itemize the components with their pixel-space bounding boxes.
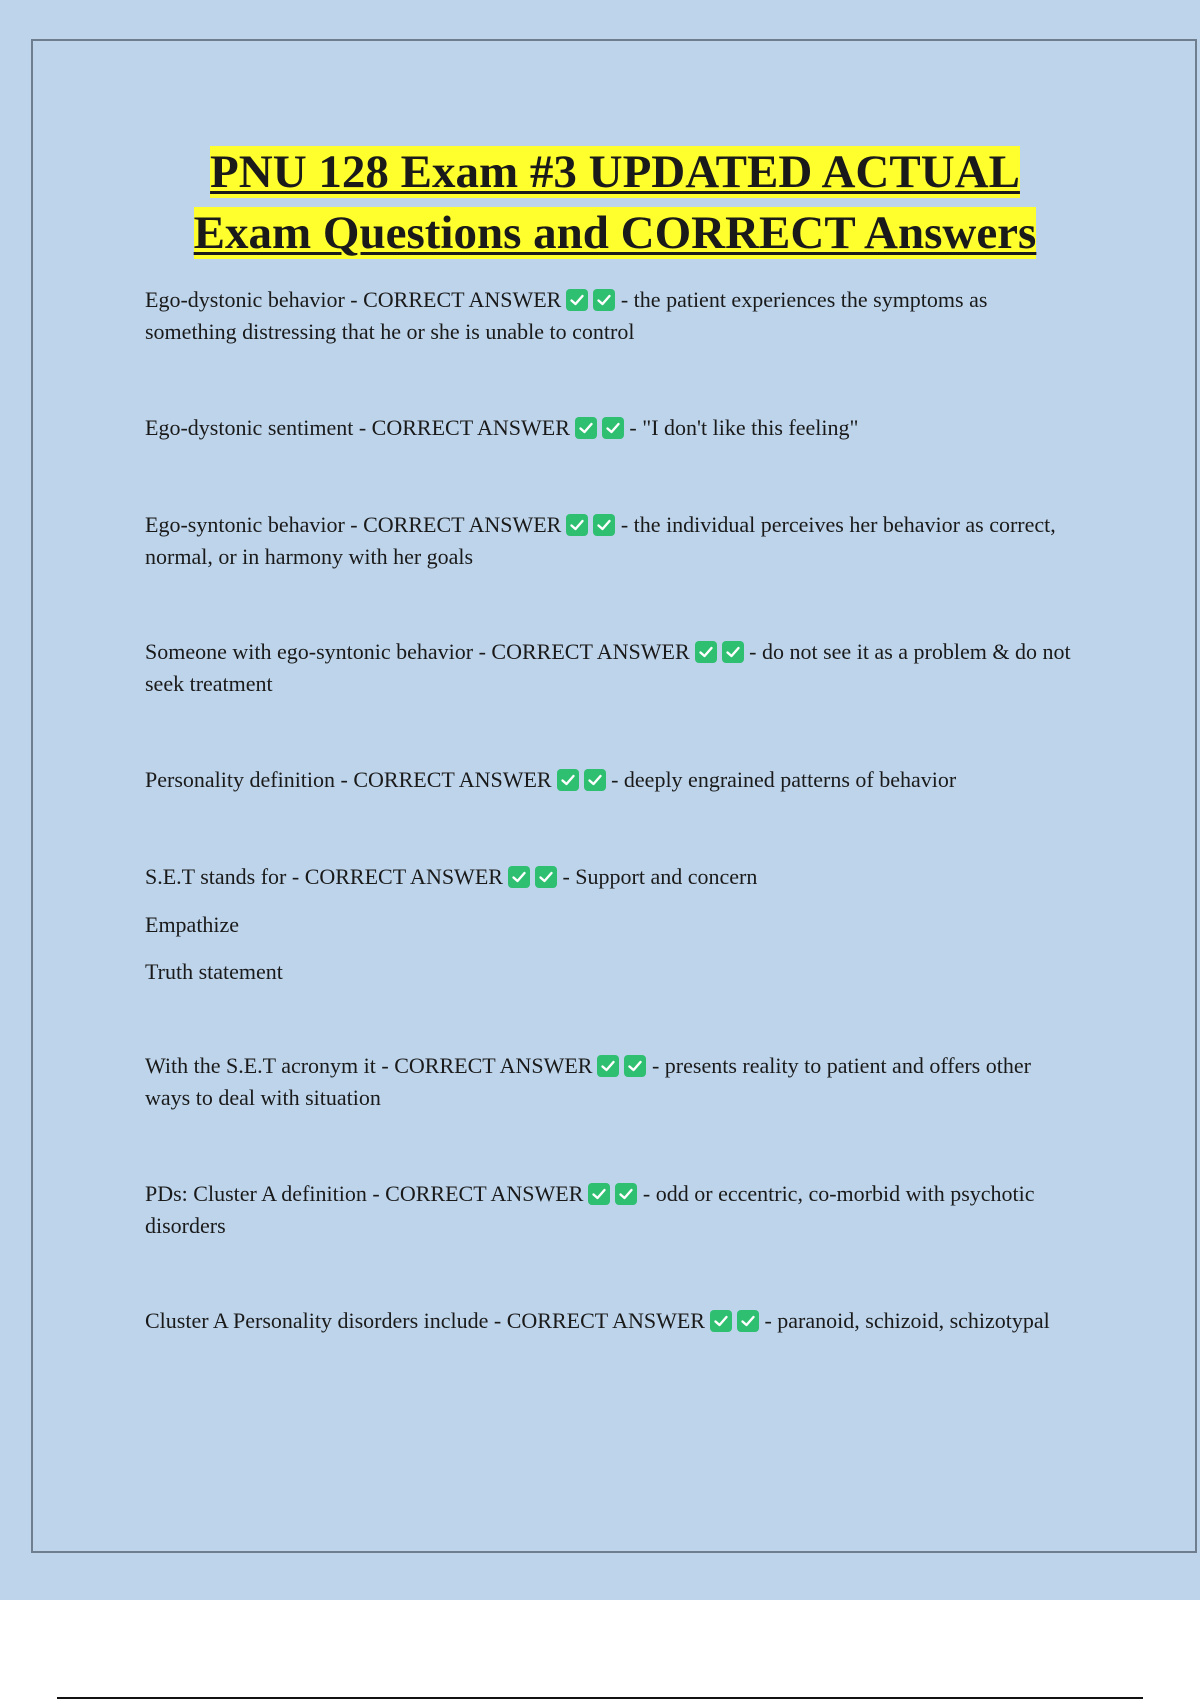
qa-item bbox=[145, 1050, 1080, 1114]
title-line-2: Exam Questions and CORRECT Answers bbox=[193, 207, 1037, 259]
question-term: Cluster A Personality disorders include bbox=[145, 1308, 489, 1333]
qa-item bbox=[145, 861, 1080, 893]
check-box-icon bbox=[695, 641, 717, 663]
answer-text: - presents reality to patient and offers other ways to deal with situation bbox=[145, 1053, 1031, 1110]
question-term: Personality definition bbox=[145, 767, 336, 792]
answer-text: - the patient experiences the symptoms as something distressing that he or she is unable to control bbox=[145, 287, 988, 344]
check-box-icon bbox=[575, 417, 597, 439]
check-box-icon bbox=[588, 1183, 610, 1205]
correct-answer-marker: - CORRECT ANSWER bbox=[473, 639, 690, 664]
check-box-icon bbox=[566, 289, 588, 311]
qa-item bbox=[145, 509, 1080, 573]
correct-answer-marker: - CORRECT ANSWER bbox=[344, 512, 562, 537]
check-box-icon bbox=[557, 769, 579, 791]
check-box-icon bbox=[722, 641, 744, 663]
answer-text: - "I don't like this feeling" bbox=[623, 415, 859, 440]
check-box-icon bbox=[710, 1310, 732, 1332]
qa-item bbox=[145, 1305, 1080, 1337]
check-box-icon bbox=[615, 1183, 637, 1205]
check-box-icon bbox=[624, 1055, 646, 1077]
check-box-icon bbox=[737, 1310, 759, 1332]
correct-answer-marker: - CORRECT ANSWER bbox=[366, 1181, 584, 1206]
qa-item bbox=[145, 284, 1080, 348]
question-term: Ego-dystonic sentiment bbox=[145, 415, 354, 440]
correct-answer-marker: - CORRECT ANSWER bbox=[375, 1053, 593, 1078]
answer-continuation: Truth statement bbox=[145, 959, 283, 984]
check-box-icon bbox=[602, 417, 624, 439]
answer-text: - paranoid, schizoid, schizotypal bbox=[758, 1308, 1050, 1333]
answer-text: - do not see it as a problem & do not seek treatment bbox=[145, 639, 1071, 696]
check-box-icon bbox=[584, 769, 606, 791]
answer-continuation: Empathize bbox=[145, 912, 240, 937]
qa-item bbox=[145, 412, 1080, 444]
answer-text: - Support and concern bbox=[556, 864, 758, 889]
check-box-icon bbox=[593, 514, 615, 536]
correct-answer-marker: - CORRECT ANSWER bbox=[286, 864, 503, 889]
answer-text: - deeply engrained patterns of behavior bbox=[605, 767, 957, 792]
qa-item bbox=[145, 636, 1080, 700]
answer-text: - the individual perceives her behavior as correct, normal, or in harmony with her goals bbox=[145, 512, 1056, 569]
question-term: With the S.E.T acronym it bbox=[145, 1053, 376, 1078]
check-box-icon bbox=[535, 866, 557, 888]
document-title bbox=[0, 142, 1200, 264]
correct-answer-marker: - CORRECT ANSWER bbox=[335, 767, 552, 792]
question-term: Ego-dystonic behavior bbox=[145, 287, 345, 312]
check-box-icon bbox=[597, 1055, 619, 1077]
correct-answer-marker: - CORRECT ANSWER bbox=[488, 1308, 705, 1333]
title-line-1: PNU 128 Exam #3 UPDATED ACTUAL bbox=[210, 146, 1020, 198]
question-term: PDs: Cluster A definition bbox=[145, 1181, 367, 1206]
question-term: Ego-syntonic behavior bbox=[145, 512, 345, 537]
footer-divider bbox=[57, 1697, 1143, 1699]
check-box-icon bbox=[566, 514, 588, 536]
correct-answer-marker: - CORRECT ANSWER bbox=[353, 415, 570, 440]
check-box-icon bbox=[593, 289, 615, 311]
qa-item bbox=[145, 1178, 1080, 1242]
question-term: S.E.T stands for bbox=[145, 864, 287, 889]
qa-item bbox=[145, 764, 1080, 796]
correct-answer-marker: - CORRECT ANSWER bbox=[344, 287, 562, 312]
question-term: Someone with ego-syntonic behavior bbox=[145, 639, 474, 664]
answer-text: - odd or eccentric, co-morbid with psychotic disorders bbox=[145, 1181, 1035, 1238]
check-box-icon bbox=[508, 866, 530, 888]
